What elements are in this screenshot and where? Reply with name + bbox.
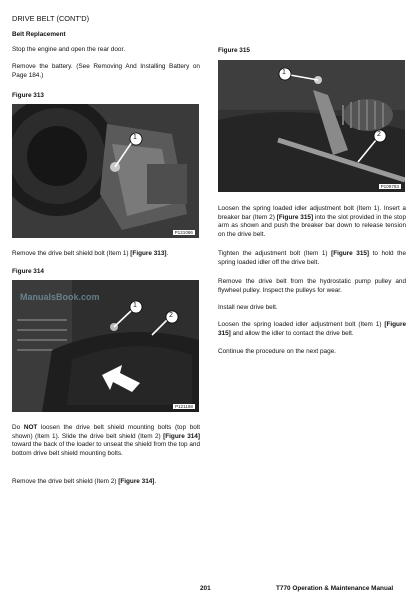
figure-314-photo (12, 280, 199, 412)
callout-1: 1 (133, 134, 137, 141)
figure-313-photo (12, 104, 199, 238)
watermark: ManualsBook.com (20, 292, 100, 302)
figure-code: P121086 (174, 230, 193, 235)
paragraph: Install new drive belt. (218, 304, 278, 311)
figure-code: P109783 (380, 184, 399, 189)
paragraph: Remove the drive belt shield (Item 2) [Figure 314]. (12, 478, 157, 485)
paragraph: Remove the battery. (See Removing And Installing Battery on Page 184.) (12, 63, 200, 79)
subheading: Belt Replacement (12, 31, 66, 38)
figure-label: Figure 314 (12, 268, 44, 275)
paragraph: Tighten the adjustment bolt (Item 1) [Figure 315] to hold the spring loaded idler off the drive belt. (218, 250, 407, 266)
callout-1: 1 (133, 302, 137, 309)
figure-label: Figure 313 (12, 92, 44, 99)
callout-2: 2 (169, 312, 173, 319)
paragraph: Loosen the spring loaded idler adjustment bolt (Item 1). Insert a breaker bar (Item 2) [Figure 315] into the slot provided in the stop arm as shown and push the breaker bar down to release tension on the drive belt. (218, 205, 406, 238)
manual-title: T770 Operation & Maintenance Manual (276, 585, 394, 592)
paragraph: Stop the engine and open the rear door. (12, 46, 125, 53)
figure-code: P121168 (174, 404, 193, 409)
section-title: DRIVE BELT (CONT'D) (12, 14, 90, 23)
paragraph: Do NOT loosen the drive belt shield mounting bolts (top bolt shown) (Item 1). Slide the drive belt shield (Item 2) [Figure 314] toward the back of the loader to unseat the shield from the top and bottom drive belt shield mounting bolts. (12, 424, 200, 457)
figure-label: Figure 315 (218, 47, 250, 54)
paragraph: Continue the procedure on the next page. (218, 348, 336, 355)
paragraph: Remove the drive belt shield bolt (Item 1) [Figure 313]. (12, 250, 169, 257)
paragraph: Loosen the spring loaded idler adjustment bolt (Item 1) [Figure 315] and allow the idler to contact the drive belt. (218, 321, 406, 337)
paragraph: Remove the drive belt from the hydrostatic pump pulley and flywheel pulley. Inspect the pulleys for wear. (218, 278, 406, 294)
figure-315-photo (218, 60, 405, 192)
callout-1: 1 (282, 69, 286, 76)
callout-2: 2 (377, 131, 381, 138)
page-number: 201 (200, 585, 211, 592)
